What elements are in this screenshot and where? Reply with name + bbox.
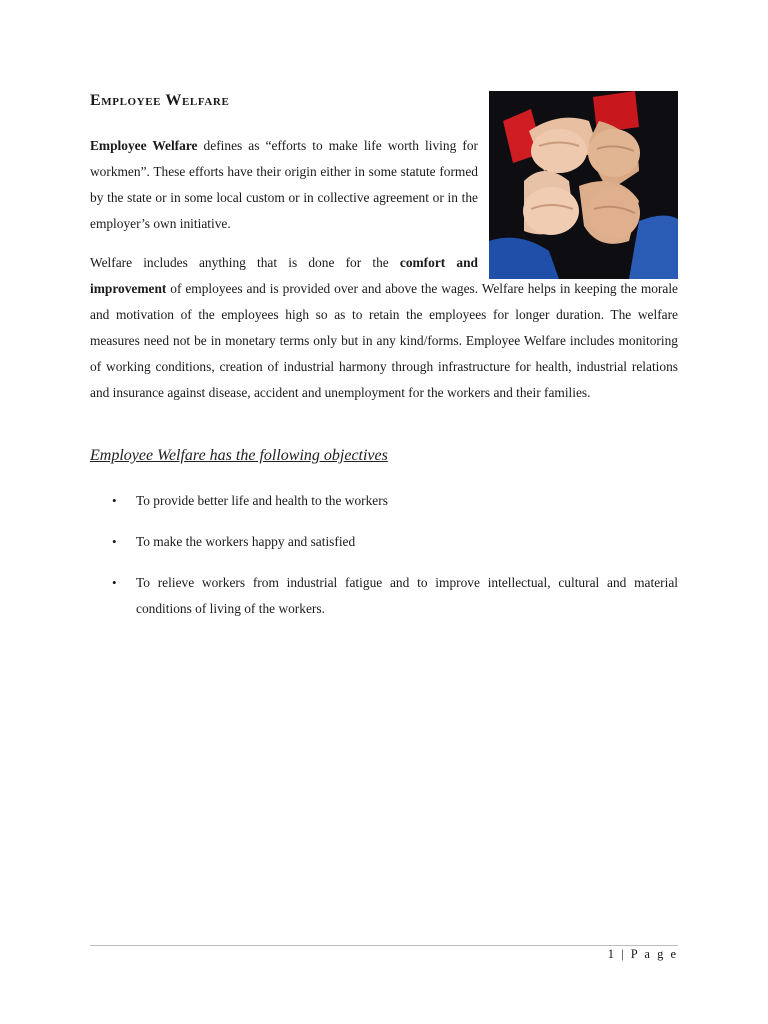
term-bold: Employee Welfare — [90, 138, 198, 153]
list-item — [112, 529, 678, 555]
comfort-bold: comfort and — [399, 255, 478, 270]
hands-teamwork-image — [489, 91, 678, 279]
welfare-paragraph-intro — [90, 250, 478, 276]
welfare-paragraph-body — [90, 276, 678, 406]
welfare-body-text: of employees and is provided over and above the wages. Welfare helps in keeping the morale and motivation of the employees high so as to retain the employees for longer duration. The welfare measures need not be in monetary terms only but in any kind/forms. Employee Welfare includes monitoring of working conditions, creation of industrial harmony through infrastructure for health, industrial relations and insurance against disease, accident and unemployment for the workers and their families. — [90, 281, 678, 400]
list-item — [112, 488, 678, 514]
definition-text: defines as “efforts to make life worth living for workmen”. These efforts have their origin either in some statute formed by the state or in some local custom or in collective agreement or in the employer’s own initiative. — [90, 138, 478, 231]
page-title: Employee Welfare — [90, 92, 230, 109]
objective-text: To provide better life and health to the workers — [136, 493, 388, 508]
page-number: 1 | P a g e — [607, 947, 678, 961]
welfare-intro-text: Welfare includes anything that is done for the — [90, 255, 400, 270]
objective-text: To make the workers happy and satisfied — [136, 534, 356, 549]
footer-divider — [90, 945, 678, 946]
objective-text: To relieve workers from industrial fatigue and to improve intellectual, cultural and material conditions of living of the workers. — [136, 575, 678, 616]
hands-teamwork-photo — [489, 91, 678, 279]
definition-paragraph — [90, 133, 478, 237]
list-item — [112, 570, 678, 622]
objectives-list — [112, 488, 678, 622]
objectives-heading: Employee Welfare has the following objectives — [90, 447, 388, 464]
bullet-icon: • — [112, 534, 117, 549]
improvement-bold: improvement — [90, 281, 167, 296]
bullet-icon: • — [112, 575, 117, 590]
bullet-icon: • — [112, 493, 117, 508]
